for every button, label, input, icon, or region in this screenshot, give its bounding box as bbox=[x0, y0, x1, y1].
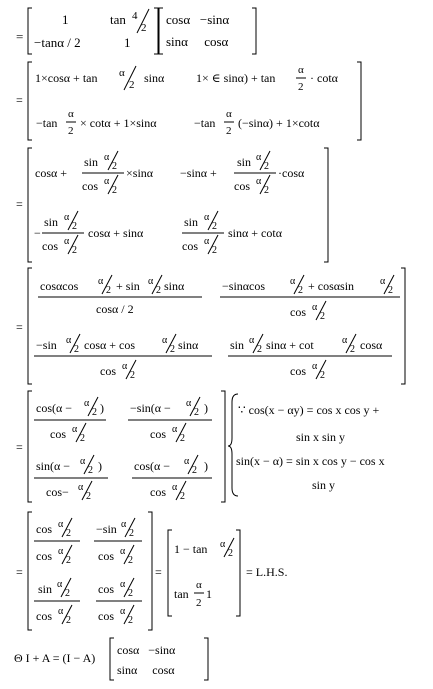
frac-den-alpha: α bbox=[64, 236, 70, 247]
two: 2 bbox=[388, 285, 393, 296]
num-sin: sin bbox=[38, 582, 53, 596]
den-cos: cos bbox=[36, 609, 52, 623]
two: 2 bbox=[350, 344, 355, 355]
row-2-part-c: sinα + cotα bbox=[228, 226, 283, 240]
alpha: α bbox=[84, 398, 90, 409]
frac-num-two: 2 bbox=[72, 221, 77, 232]
c11-num-b: + sin bbox=[116, 279, 140, 293]
alpha: α bbox=[172, 482, 178, 493]
step-3 bbox=[16, 148, 328, 262]
rotation-bracket-left bbox=[110, 638, 114, 680]
row-2-part-a: − bbox=[34, 226, 41, 240]
rotation-row-2: sinα cosα bbox=[166, 34, 229, 49]
alpha: α bbox=[80, 456, 86, 467]
bracket-left bbox=[28, 268, 32, 384]
matrix-bracket-left bbox=[28, 8, 32, 54]
two: 2 bbox=[156, 285, 161, 296]
frac-den-alpha: α bbox=[256, 176, 262, 187]
close-paren: ) bbox=[100, 401, 104, 415]
alpha: α bbox=[148, 276, 154, 287]
alpha: α bbox=[120, 606, 126, 617]
step-6 bbox=[16, 512, 287, 630]
bracket-left bbox=[28, 512, 32, 630]
bracket-right bbox=[221, 391, 225, 502]
num-cos: cos bbox=[98, 582, 114, 596]
two: 2 bbox=[129, 528, 134, 539]
equals-sign: = bbox=[16, 197, 23, 211]
num-cos: cos bbox=[36, 522, 52, 536]
two: 2 bbox=[192, 465, 197, 476]
rotation-bracket-right bbox=[204, 638, 208, 680]
result-bracket-left bbox=[168, 530, 172, 616]
result-row-2: tan bbox=[174, 587, 189, 601]
frac-num-alpha: α bbox=[64, 212, 70, 223]
step-7 bbox=[14, 638, 208, 680]
den-cos: cos bbox=[36, 549, 52, 563]
alpha: α bbox=[121, 519, 127, 530]
alpha: α bbox=[312, 361, 318, 372]
row-1-part-b: sinα bbox=[144, 71, 165, 85]
alpha: α bbox=[249, 335, 255, 346]
c21-num-a: −sin bbox=[36, 338, 57, 352]
frac-num-alpha: α bbox=[256, 152, 262, 163]
equals-sign: = bbox=[16, 565, 23, 579]
alpha: α bbox=[72, 424, 78, 435]
frac-den-cos: cos bbox=[234, 179, 250, 193]
c21-den: cos− bbox=[46, 485, 69, 499]
frac-den-two: 2 bbox=[226, 125, 232, 137]
frac-num-alpha: α bbox=[226, 108, 232, 120]
frac-num-sin: sin bbox=[184, 215, 199, 229]
step-5 bbox=[16, 391, 385, 502]
alpha: α bbox=[342, 335, 348, 346]
frac-den-two: 2 bbox=[212, 245, 217, 256]
alpha: α bbox=[172, 424, 178, 435]
den-cos: cos bbox=[150, 427, 166, 441]
frac-num-two: 2 bbox=[112, 161, 117, 172]
result-bracket-right bbox=[236, 530, 240, 616]
bracket-right bbox=[357, 62, 361, 140]
frac-num: 4 bbox=[132, 10, 138, 22]
two: 2 bbox=[228, 548, 233, 559]
row-1-part-a: cosα + bbox=[35, 166, 68, 180]
cell-2-1: −tanα / 2 bbox=[34, 35, 81, 50]
alpha: α bbox=[98, 276, 104, 287]
row-1-part-d: · cotα bbox=[310, 71, 338, 85]
two: 2 bbox=[106, 285, 111, 296]
close-paren: ) bbox=[204, 401, 208, 415]
c12-num-b: + cosαsin bbox=[308, 279, 355, 293]
two: 2 bbox=[194, 407, 199, 418]
two: 2 bbox=[80, 433, 85, 444]
den-cos: cos bbox=[98, 549, 114, 563]
c11-num-c: sinα bbox=[164, 279, 185, 293]
alpha: α bbox=[120, 546, 126, 557]
two: 2 bbox=[66, 615, 71, 626]
two: 2 bbox=[65, 588, 70, 599]
two: 2 bbox=[66, 528, 71, 539]
row-1-part-b: ×sinα bbox=[126, 166, 154, 180]
alpha: α bbox=[66, 335, 72, 346]
two: 2 bbox=[298, 285, 303, 296]
row-1-part-c: 1× ∈ sinα) + tan bbox=[196, 71, 276, 85]
bracket-right bbox=[401, 268, 405, 384]
row-2-part-d: (−sinα) + 1×cotα bbox=[238, 116, 320, 130]
bracket-left bbox=[28, 148, 32, 262]
step-4 bbox=[16, 268, 405, 384]
bracket-right bbox=[324, 148, 328, 262]
frac-num-two: 2 bbox=[264, 161, 269, 172]
cell-1-2: tan bbox=[110, 12, 126, 27]
c22-num-c: cosα bbox=[360, 338, 383, 352]
identity-note-line-1: ∵ cos(x − αy) = cos x cos y + bbox=[238, 403, 380, 417]
frac-den-two: 2 bbox=[196, 597, 202, 609]
frac-num-alpha: α bbox=[298, 64, 304, 76]
frac-num-sin: sin bbox=[44, 215, 59, 229]
identity-note-line-4: sin y bbox=[312, 478, 336, 492]
alpha: α bbox=[58, 546, 64, 557]
frac-den-two: 2 bbox=[264, 185, 269, 196]
identity-note-line-2: sin x sin y bbox=[296, 430, 346, 444]
close-paren: ) bbox=[98, 459, 102, 473]
two: 2 bbox=[320, 370, 325, 381]
rotation-bracket-right bbox=[252, 8, 256, 54]
two: 2 bbox=[74, 344, 79, 355]
alpha: α bbox=[290, 276, 296, 287]
frac-den-alpha: α bbox=[204, 236, 210, 247]
alpha: α bbox=[186, 398, 192, 409]
c21-num-c: sinα bbox=[178, 338, 199, 352]
alpha: α bbox=[380, 276, 386, 287]
two: 2 bbox=[66, 555, 71, 566]
alpha: α bbox=[220, 539, 226, 550]
frac-num-alpha: α bbox=[104, 152, 110, 163]
row-2-part-a: −tan bbox=[36, 116, 58, 130]
bracket-left bbox=[28, 391, 32, 502]
alpha: α bbox=[162, 335, 168, 346]
alpha: α bbox=[58, 519, 64, 530]
rotation-row-1: cosα −sinα bbox=[166, 12, 230, 27]
alpha: α bbox=[57, 579, 63, 590]
matrix-bracket-right bbox=[154, 8, 158, 54]
two: 2 bbox=[86, 491, 91, 502]
c22-num-a: sin bbox=[230, 338, 245, 352]
c22-den-cos: cos bbox=[290, 364, 306, 378]
c21-num-b: cosα + cos bbox=[84, 338, 136, 352]
two: 2 bbox=[320, 311, 325, 322]
two: 2 bbox=[129, 79, 135, 91]
cell-2-2: 1 bbox=[124, 35, 131, 50]
two: 2 bbox=[170, 344, 175, 355]
row-2-part-c: −tan bbox=[194, 116, 216, 130]
den-cos: cos bbox=[50, 427, 66, 441]
frac-den-cos: cos bbox=[42, 239, 58, 253]
c12-den-cos: cos bbox=[290, 305, 306, 319]
c22-num: cos(α − bbox=[134, 459, 171, 473]
row-1-part-d: ·cosα bbox=[278, 166, 305, 180]
bracket-right bbox=[148, 512, 152, 630]
alpha: α bbox=[119, 67, 125, 79]
rotation-bracket-left bbox=[159, 8, 163, 54]
frac-num-two: 2 bbox=[212, 221, 217, 232]
row-1-part-c: −sinα + bbox=[180, 166, 217, 180]
alpha: α bbox=[122, 361, 128, 372]
frac-den: 2 bbox=[141, 22, 147, 34]
conclusion-lhs: = L.H.S. bbox=[246, 565, 288, 579]
c12-num: −sin(α − bbox=[130, 401, 171, 415]
two: 2 bbox=[180, 433, 185, 444]
frac-den-alpha: α bbox=[104, 176, 110, 187]
rotation-row-1: cosα −sinα bbox=[117, 643, 176, 657]
row-2-part-b: × cotα + 1×sinα bbox=[80, 116, 157, 130]
row-1-part-a: 1×cosα + tan bbox=[35, 71, 98, 85]
frac-den-cos: cos bbox=[182, 239, 198, 253]
curly-brace bbox=[228, 394, 238, 496]
close-paren: ) bbox=[204, 459, 208, 473]
equals-sign: = bbox=[16, 320, 23, 334]
result-row-1: 1 − tan bbox=[174, 542, 208, 556]
two: 2 bbox=[128, 588, 133, 599]
frac-num-sin: sin bbox=[84, 155, 99, 169]
equals-sign: = bbox=[16, 440, 23, 454]
bracket-left bbox=[28, 62, 32, 140]
step-1 bbox=[16, 8, 256, 54]
frac-num-alpha: α bbox=[196, 579, 202, 591]
alpha: α bbox=[78, 482, 84, 493]
two: 2 bbox=[130, 370, 135, 381]
alpha: α bbox=[120, 579, 126, 590]
c11-num: cos(α − bbox=[36, 401, 73, 415]
frac-den-two: 2 bbox=[72, 245, 77, 256]
step-2 bbox=[16, 62, 361, 140]
equals-sign: = bbox=[16, 93, 23, 107]
num-msin: −sin bbox=[96, 522, 117, 536]
frac-den-two: 2 bbox=[298, 81, 304, 93]
frac-den-two: 2 bbox=[112, 185, 117, 196]
c11-num-a: cosαcos bbox=[40, 279, 79, 293]
den-cos: cos bbox=[150, 485, 166, 499]
cell-1-1: 1 bbox=[62, 12, 69, 27]
two: 2 bbox=[257, 344, 262, 355]
equals-sign: = bbox=[155, 565, 162, 579]
alpha: α bbox=[184, 456, 190, 467]
frac-num-alpha: α bbox=[68, 108, 74, 120]
c21-den-cos: cos bbox=[100, 364, 116, 378]
c21-num: sin(α − bbox=[36, 459, 71, 473]
two: 2 bbox=[88, 465, 93, 476]
frac-den-cos: cos bbox=[82, 179, 98, 193]
two: 2 bbox=[92, 407, 97, 418]
equals-sign: = bbox=[16, 29, 24, 44]
frac-den-two: 2 bbox=[68, 125, 74, 137]
den-cos: cos bbox=[98, 609, 114, 623]
identity-note-line-3: sin(x − α) = sin x cos y − cos x bbox=[236, 454, 385, 468]
two: 2 bbox=[128, 615, 133, 626]
row-2-part-b: cosα + sinα bbox=[88, 226, 144, 240]
frac-num-alpha: α bbox=[204, 212, 210, 223]
result-row-2-tail: 1 bbox=[206, 587, 212, 601]
frac-num-sin: sin bbox=[237, 155, 252, 169]
rotation-row-2: sinα cosα bbox=[117, 663, 175, 677]
final-statement: Θ I + A = (I − A) bbox=[14, 651, 96, 665]
c11-den: cosα / 2 bbox=[96, 302, 134, 316]
two: 2 bbox=[180, 491, 185, 502]
c22-num-b: sinα + cot bbox=[266, 338, 314, 352]
alpha: α bbox=[312, 302, 318, 313]
c12-num-a: −sinαcos bbox=[222, 279, 266, 293]
two: 2 bbox=[128, 555, 133, 566]
alpha: α bbox=[58, 606, 64, 617]
